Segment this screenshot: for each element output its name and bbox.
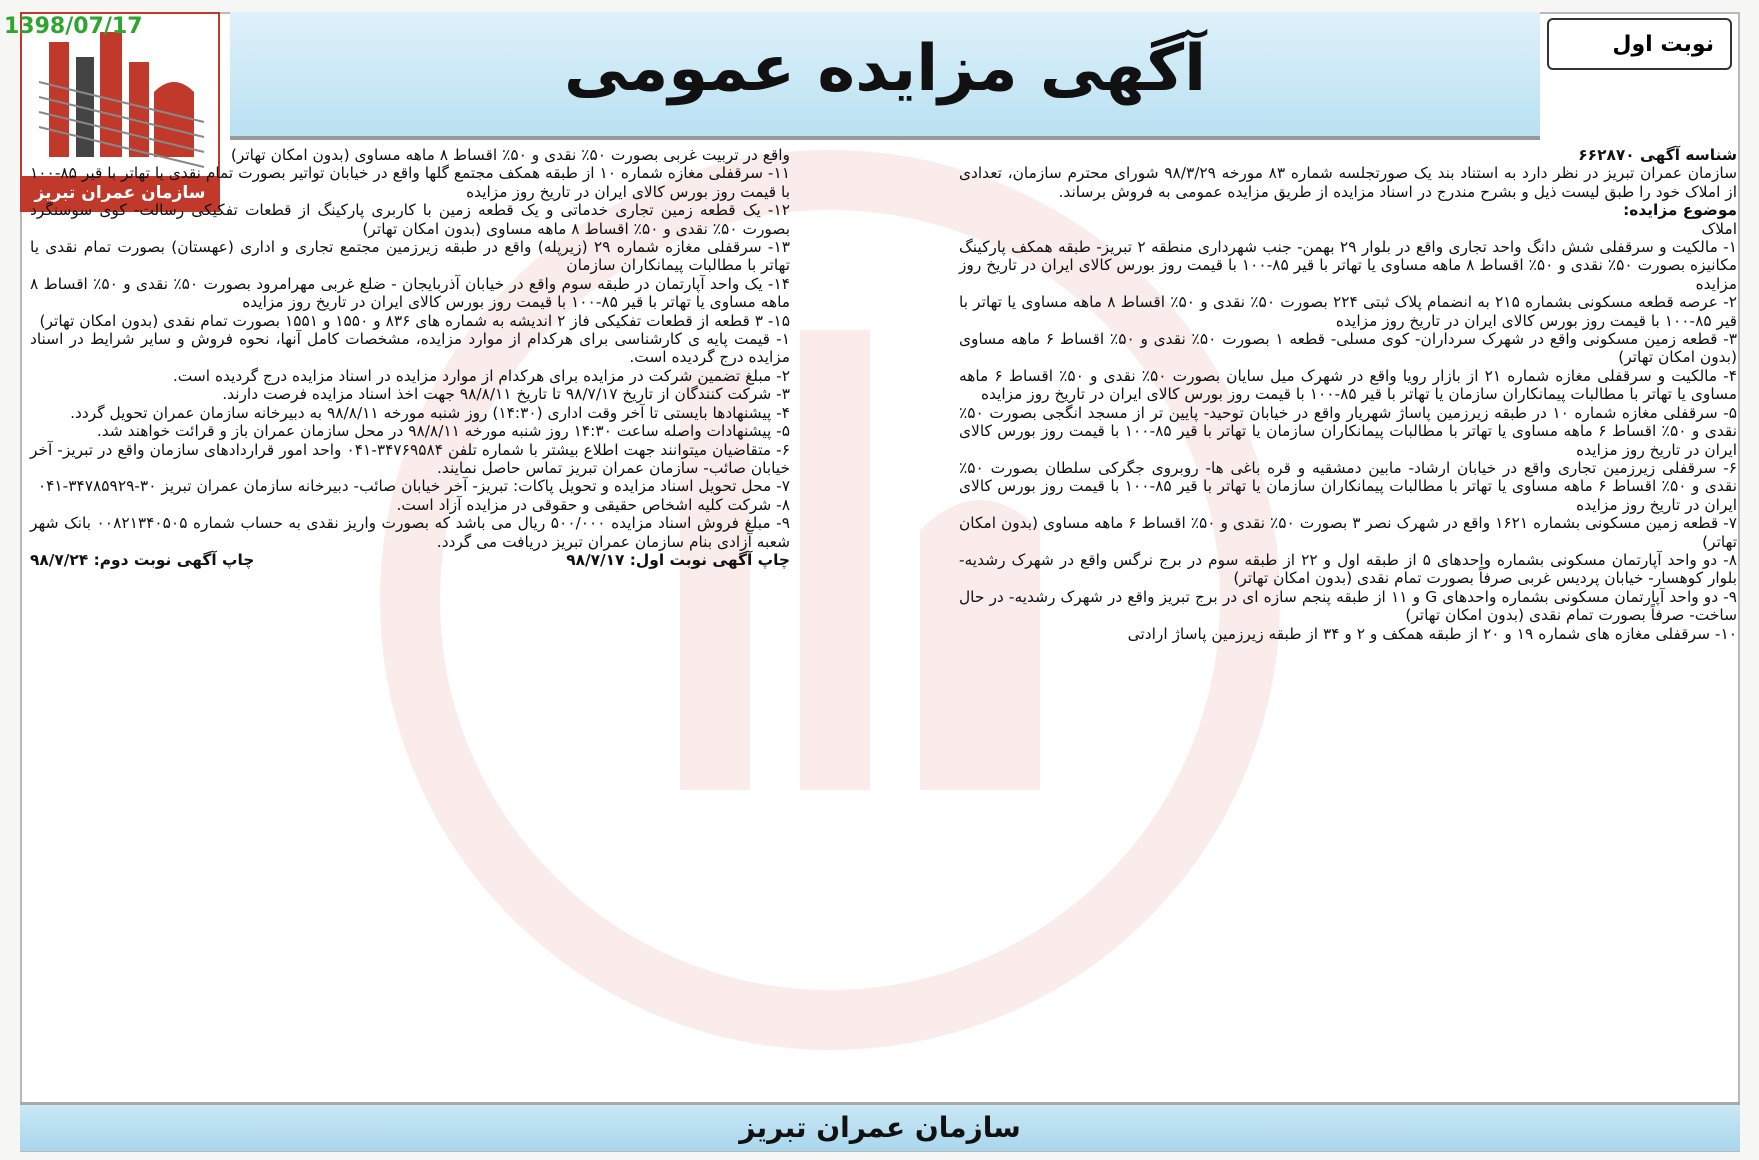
list-item: ۸- دو واحد آپارتمان مسکونی بشماره واحدهای ۵ از طبقه اول و ۲۲ از طبقه سوم در برج نرگس واقع در شهرک رشدیه- بلوار کوهسار- خیابان پردیس غربی صرفاً بصورت تمام نقدی (بدون امکان تهاتر) (959, 550, 1737, 588)
ad-title: آگهی مزایده عمومی (564, 32, 1206, 106)
column-right (959, 146, 1737, 643)
note-item: ۷- محل تحویل اسناد مزایده و تحویل پاکات: تبریز- آخر خیابان صائب- دبیرخانه سازمان عمران تبریز ۳۰-۳۴۷۸۵۹۲۹-۰۴۱ (37, 477, 790, 496)
print-second-date: چاپ آگهی نوبت دوم: ۹۸/۷/۲۴ (30, 550, 255, 569)
round-label: نوبت اول (1547, 18, 1732, 70)
intro-text: سازمان عمران تبریز در نظر دارد به استناد بند یک صورتجلسه شماره ۸۳ مورخه ۹۸/۳/۲۹ شورای محترم سازمان، تعدادی از املاک خود را طبق لیست ذیل و بشرح مندرج در اسناد مزایده از طریق مزایده عمومی به فروش برساند. (959, 164, 1737, 201)
list-item: ۱۱- سرقفلی مغازه شماره ۱۰ از طبقه همکف مجتمع گلها واقع در خیابان تواتیر بصورت تمام نقدی یا تهاتر با قیر ۸۵-۱۰۰ با قیمت روز بورس کالای ایران در تاریخ روز مزایده (30, 164, 790, 201)
note-item: ۵- پیشنهادات واصله ساعت ۱۴:۳۰ روز شنبه مورخه ۹۸/۸/۱۱ در محل سازمان عمران باز و قرائت خواهند شد. (96, 422, 790, 441)
subject-label: موضوع مزایده: (1623, 201, 1737, 220)
note-item: ۲- مبلغ تضمین شرکت در مزایده برای هرکدام از موارد مزایده در اسناد مزایده درج گردیده است. (172, 366, 790, 385)
column-left (30, 146, 790, 569)
note-item: ۴- پیشنهادها بایستی تا آخر وقت اداری (۱۴:۳۰) روز شنبه مورخه ۹۸/۸/۱۱ به دبیرخانه سازمان عمران تحویل گردد. (70, 403, 790, 422)
list-item: ۱۴- یک واحد آپارتمان در طبقه سوم واقع در خیابان آذربایجان - ضلع غربی مهرامرود بصورت ۵۰٪ نقدی و ۵۰٪ اقساط ۸ ماهه مساوی یا تهاتر با قیر ۸۵-۱۰۰ با قیمت روز بورس کالای ایران در تاریخ روز مزایده (30, 274, 790, 312)
list-item: ۹- دو واحد آپارتمان مسکونی بشماره واحدهای G و ۱۱ از طبقه پنجم سازه ای در برج تبریز واقع در شهرک رشدیه- در حال ساخت- صرفاً بصورت تمام نقدی (بدون امکان تهاتر) (959, 587, 1738, 625)
list-item: ۱- مالکیت و سرقفلی شش دانگ واحد تجاری واقع در بلوار ۲۹ بهمن- جنب شهرداری منطقه ۲ تبریز- طبقه همکف پارکینگ مکانیزه بصورت ۵۰٪ نقدی و ۵۰٪ اقساط ۸ ماهه مساوی یا تهاتر با قیر ۸۵-۱۰۰ با قیمت روز بورس کالای ایران در تاریخ روز مزایده (959, 238, 1738, 293)
list-item: ۲- عرصه قطعه مسکونی بشماره ۲۱۵ به انضمام پلاک ثبتی ۲۲۴ بصورت ۵۰٪ نقدی و ۵۰٪ اقساط ۸ ماهه مساوی یا تهاتر با قیر ۸۵-۱۰۰ با قیمت روز بورس کالای ایران در تاریخ روز مزایده (959, 293, 1737, 330)
list-item: ۱۰- سرقفلی مغازه های شماره ۱۹ و ۲۰ از طبقه همکف و ۲ و ۳۴ از طبقه زیرزمین پاساژ ارادتی (1127, 624, 1737, 643)
print-dates (30, 551, 790, 569)
list-item: ۵- سرقفلی مغازه شماره ۱۰ در طبقه زیرزمین پاساژ شهریار واقع در خیابان توحید- پایین تر از مسجد انگجی بصورت ۵۰٪ نقدی و ۵۰٪ اقساط ۶ ماهه مساوی یا تهاتر با مطالبات پیمانکاران سازمان یا تهاتر با قیر ۸۵-۱۰۰ با قیمت روز بورس کالای ایران در تاریخ روز مزایده (959, 403, 1737, 459)
continuation-text: واقع در تربیت غربی بصورت ۵۰٪ نقدی و ۵۰٪ اقساط ۸ ماهه مساوی (بدون امکان تهاتر) (230, 146, 790, 164)
note-item: ۸- شرکت کلیه اشخاص حقیقی و حقوقی در مزایده آزاد است. (396, 495, 790, 514)
note-item: ۱- قیمت پایه ی کارشناسی برای هرکدام از موارد مزایده، مشخصات کامل آنها، نحوه فروش و سایر شرایط در اسناد مزایده درج گردیده است. (30, 330, 790, 367)
list-item: ۱۵- ۳ قطعه از قطعات تفکیکی فاز ۲ اندیشه به شماره های ۸۳۶ و ۱۵۵۰ و ۱۵۵۱ بصورت تمام نقدی (بدون امکان تهاتر) (39, 311, 790, 330)
note-item: ۳- شرکت کنندگان از تاریخ ۹۸/۷/۱۷ تا تاریخ ۹۸/۸/۱۱ جهت اخذ اسناد مزایده فرصت دارند. (222, 385, 790, 404)
list-item: ۷- قطعه زمین مسکونی بشماره ۱۶۲۱ واقع در شهرک نصر ۳ بصورت ۵۰٪ نقدی و ۵۰٪ اقساط ۶ ماهه مساوی (بدون امکان تهاتر) (959, 514, 1737, 551)
note-item: ۹- مبلغ فروش اسناد مزایده ۵۰۰/۰۰۰ ریال می باشد که بصورت واریز نقدی به حساب شماره ۰۰۸۲۱۳۴۰۵۰۵ بانک شهر شعبه آزادی بنام سازمان عمران تبریز دریافت می گردد. (30, 514, 790, 551)
ad-id: شناسه آگهی ۶۶۲۸۷۰ (1578, 146, 1737, 164)
footer-organization: سازمان عمران تبریز (20, 1102, 1740, 1151)
list-item: ۴- مالکیت و سرقفلی مغازه شماره ۲۱ از بازار رویا واقع در شهرک میل سایان بصورت ۵۰٪ نقدی و ۵۰٪ اقساط ۶ ماهه مساوی یا تهاتر با مطالبات پیمانکاران سازمان یا تهاتر با قیر ۸۵-۱۰۰ با قیمت روز بورس کالای ایران در تاریخ روز مزایده (959, 366, 1737, 404)
list-item: ۱۲- یک قطعه زمین تجاری خدماتی و یک قطعه زمین با کاربری پارکینگ از قطعات تفکیکی رسالت- کوی سوسنگرد بصورت ۵۰٪ نقدی و ۵۰٪ اقساط ۸ ماهه مساوی (بدون امکان تهاتر) (30, 201, 790, 238)
subject-value: املاک (1701, 219, 1737, 238)
list-item: ۶- سرقفلی زیرزمین تجاری واقع در خیابان ارشاد- مابین دمشقیه و قره باغی ها- روبروی جگرکی سلطان بصورت ۵۰٪ نقدی و ۵۰٪ اقساط ۶ ماهه مساوی یا تهاتر با مطالبات پیمانکاران سازمان یا تهاتر با قیر ۸۵-۱۰۰ با قیمت روز بورس کالای ایران در تاریخ روز مزایده (959, 458, 1737, 514)
title-band (230, 12, 1540, 140)
date-stamp: 1398/07/17 (4, 14, 143, 39)
list-item: ۳- قطعه زمین مسکونی واقع در شهرک سرداران- کوی مسلی- قطعه ۱ بصورت ۵۰٪ نقدی و ۵۰٪ اقساط ۶ ماهه مساوی (بدون امکان تهاتر) (959, 330, 1737, 367)
logo-caption: سازمان عمران تبریز (22, 176, 218, 210)
note-item: ۶- متقاضیان میتوانند جهت اطلاع بیشتر با شماره تلفن ۳۴۷۶۹۵۸۴-۰۴۱ واحد امور قراردادهای سازمان واقع در تبریز- آخر خیابان صائب- سازمان عمران تبریز تماس حاصل نمایند. (30, 440, 791, 477)
print-first-date: چاپ آگهی نوبت اول: ۹۸/۷/۱۷ (566, 550, 790, 569)
list-item: ۱۳- سرقفلی مغازه شماره ۲۹ (زیرپله) واقع در طبقه زیرزمین مجتمع تجاری و اداری (عهستان) بصورت تمام نقدی یا تهاتر با مطالبات پیمانکاران سازمان (30, 238, 790, 275)
